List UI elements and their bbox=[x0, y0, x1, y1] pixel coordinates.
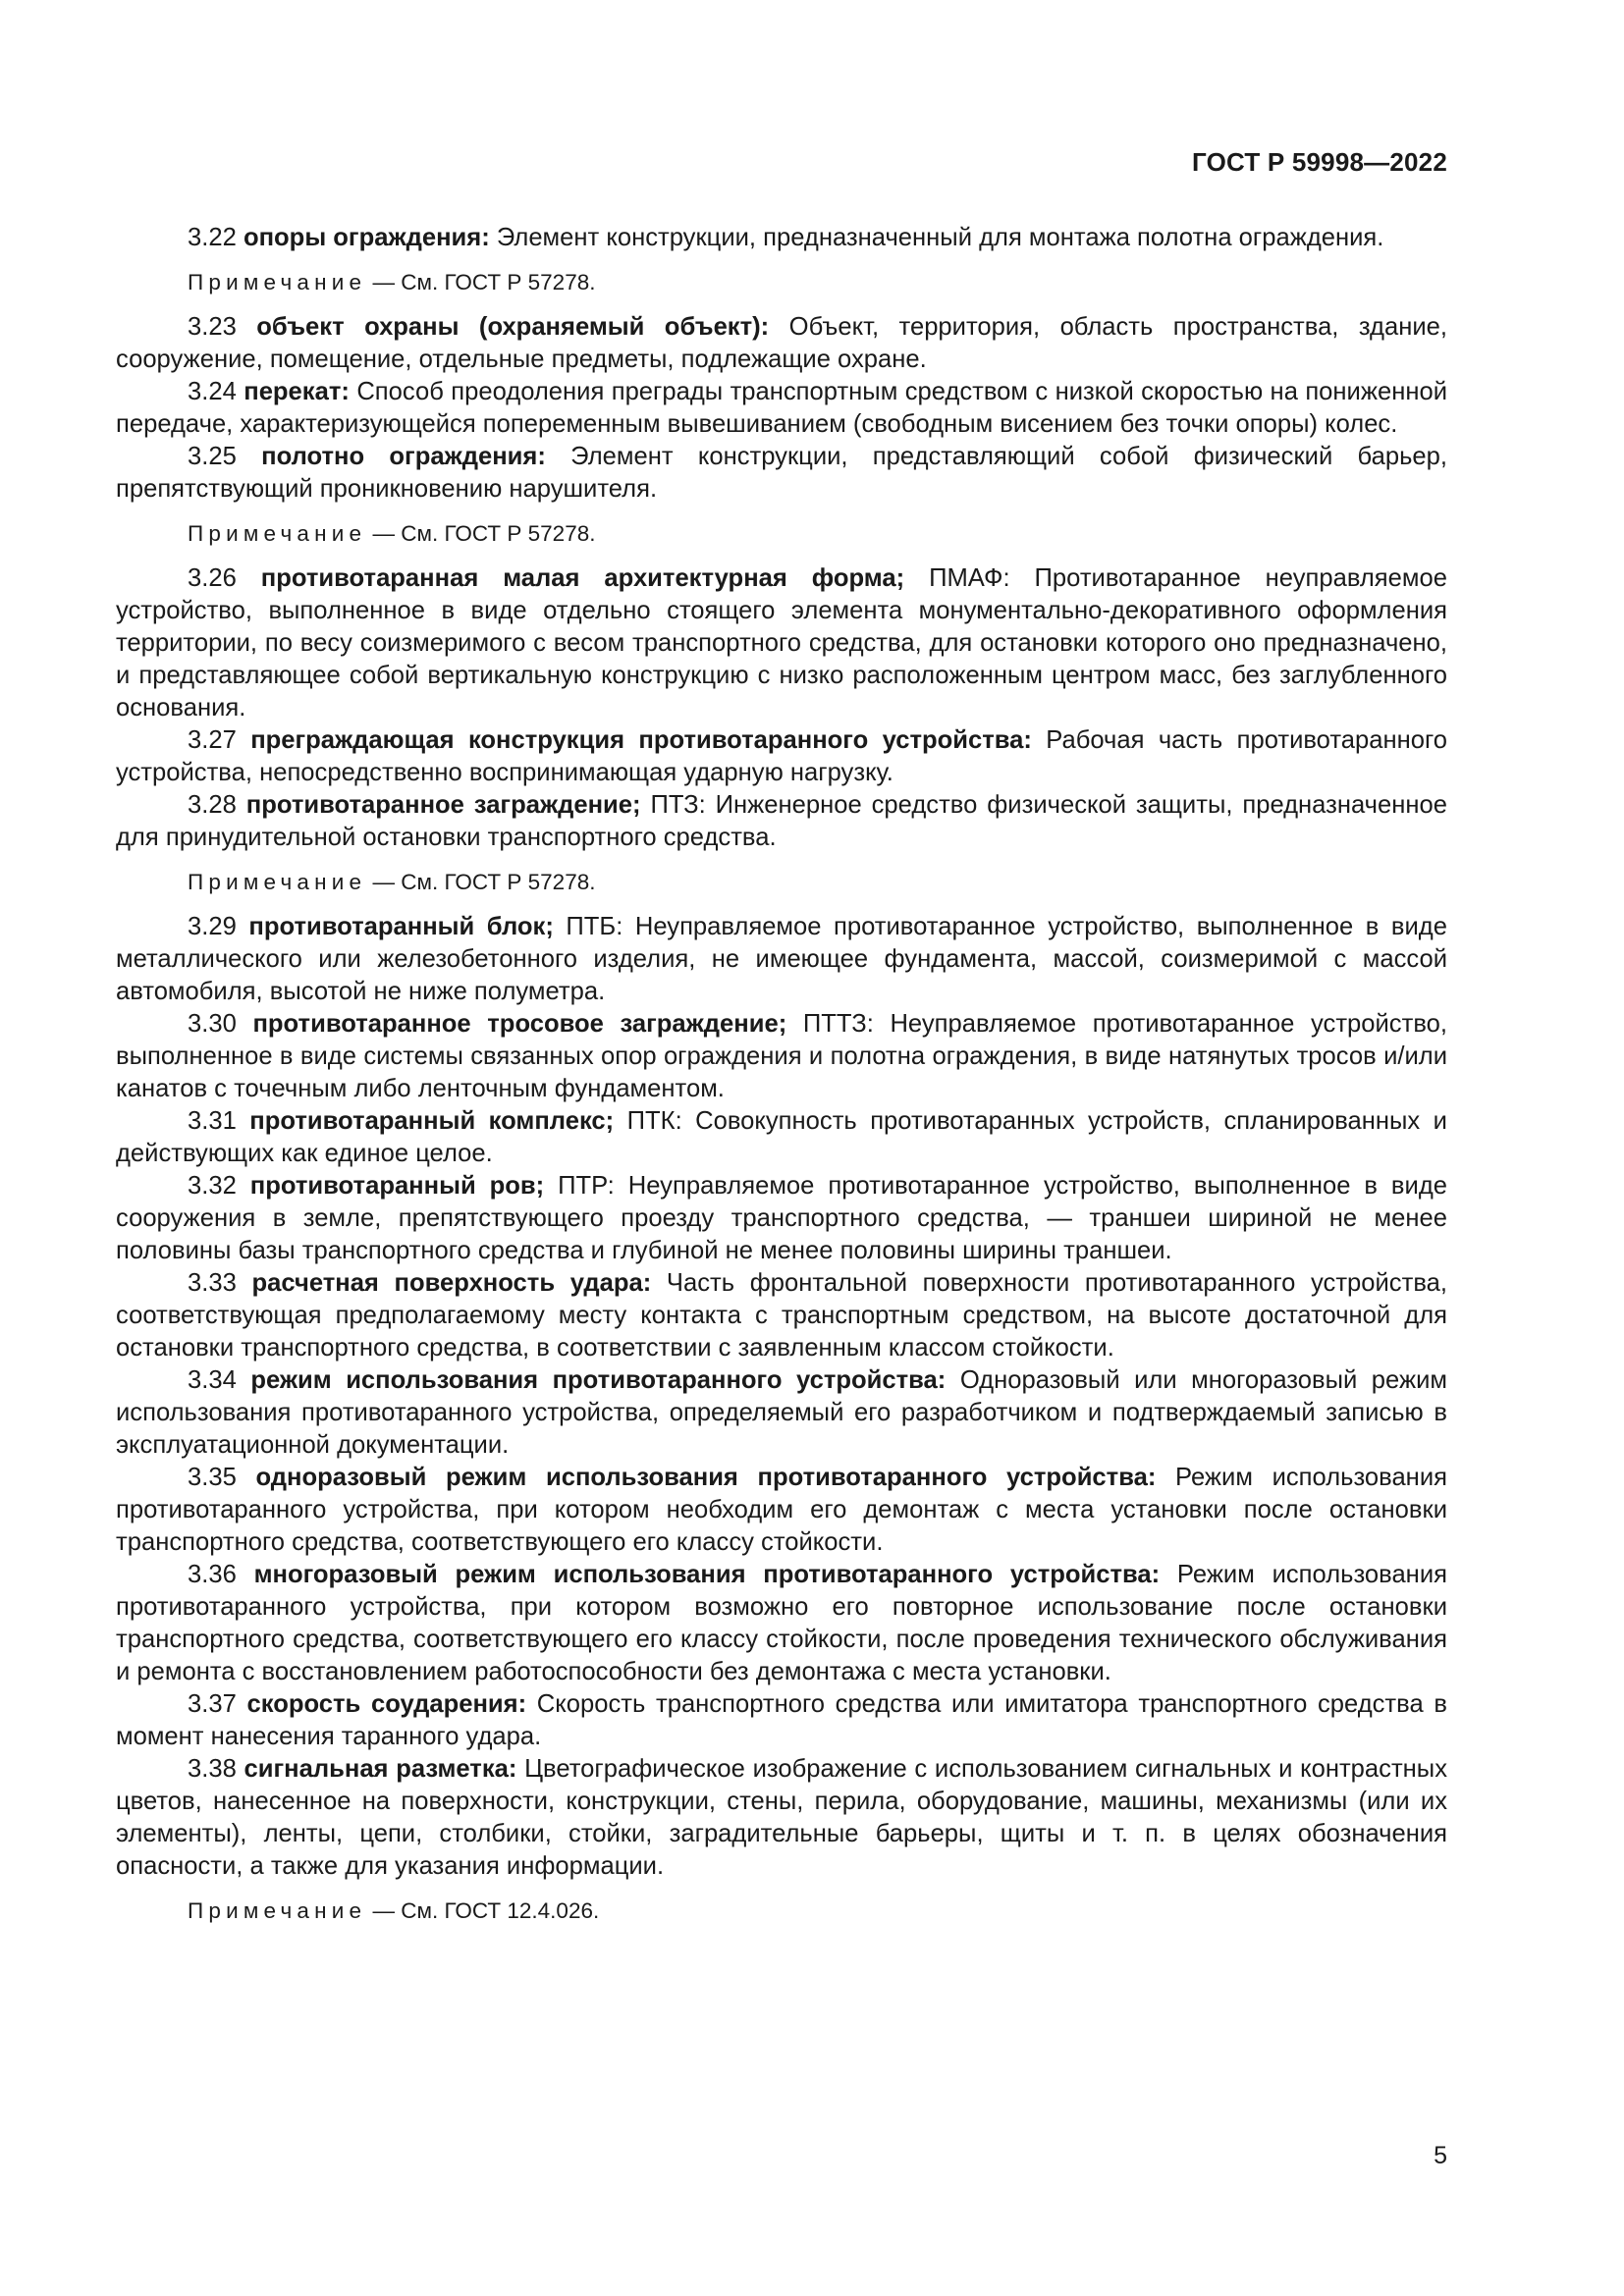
definition-entry bbox=[116, 1267, 1447, 1364]
entry-number: 3.27 bbox=[188, 726, 237, 754]
entry-term: перекат: bbox=[244, 378, 350, 405]
definitions-list bbox=[116, 222, 1447, 1940]
entry-definition: Цветографическое изображение с использованием сигнальных и контрастных цветов, нанесенное на поверхности, конструкции, стены, перила, оборудование, машины, механизмы (или их элементы), ленты, цепи, столбики, стойки, заградительные барьеры, щиты и т. п. в целях обозначения опасности, а также для указания информации. bbox=[116, 1755, 1447, 1880]
note bbox=[116, 1896, 1447, 1926]
entry-number: 3.32 bbox=[188, 1172, 237, 1200]
entry-number: 3.35 bbox=[188, 1464, 237, 1491]
definition-entry bbox=[116, 1688, 1447, 1753]
entry-number: 3.37 bbox=[188, 1690, 237, 1718]
note bbox=[116, 268, 1447, 297]
entry-number: 3.34 bbox=[188, 1366, 237, 1394]
definition-entry bbox=[116, 311, 1447, 376]
definition-entry bbox=[116, 1559, 1447, 1688]
entry-term: многоразовый режим использования противотаранного устройства: bbox=[253, 1561, 1161, 1588]
definition-entry bbox=[116, 376, 1447, 441]
definition-entry bbox=[116, 911, 1447, 1008]
entry-definition: Скорость транспортного средства или имитатора транспортного средства в момент нанесения таранного удара. bbox=[116, 1690, 1447, 1750]
entry-number: 3.38 bbox=[188, 1755, 237, 1783]
definition-entry bbox=[116, 1753, 1447, 1883]
note bbox=[116, 868, 1447, 897]
definition-entry bbox=[116, 789, 1447, 854]
note bbox=[116, 519, 1447, 549]
entry-term: противотаранный ров; bbox=[249, 1172, 545, 1200]
definition-entry bbox=[116, 1008, 1447, 1105]
entry-term: преграждающая конструкция противотаранного устройства: bbox=[250, 726, 1032, 754]
entry-definition: Режим использования противотаранного устройства, при котором необходим его демонтаж с места установки после остановки транспортного средства, соответствующего его классу стойкости. bbox=[116, 1464, 1447, 1556]
entry-term: режим использования противотаранного устройства: bbox=[250, 1366, 947, 1394]
entry-number: 3.30 bbox=[188, 1010, 237, 1038]
entry-number: 3.33 bbox=[188, 1269, 237, 1297]
entry-term: противотаранная малая архитектурная форма; bbox=[260, 564, 905, 592]
definition-entry bbox=[116, 724, 1447, 789]
note-text: — См. ГОСТ Р 57278. bbox=[372, 270, 596, 294]
entry-number: 3.31 bbox=[188, 1107, 237, 1135]
entry-number: 3.29 bbox=[188, 913, 237, 940]
definition-entry bbox=[116, 1170, 1447, 1267]
entry-definition: Элемент конструкции, предназначенный для монтажа полотна ограждения. bbox=[496, 224, 1384, 251]
entry-definition: Объект, территория, область пространства, здание, сооружение, помещение, отдельные предметы, подлежащие охране. bbox=[116, 313, 1447, 373]
entry-term: объект охраны (охраняемый объект): bbox=[256, 313, 770, 341]
definition-entry bbox=[116, 222, 1447, 254]
entry-number: 3.25 bbox=[188, 443, 237, 470]
entry-number: 3.36 bbox=[188, 1561, 237, 1588]
definition-entry bbox=[116, 1364, 1447, 1462]
entry-term: сигнальная разметка: bbox=[244, 1755, 517, 1783]
entry-term: противотаранный блок; bbox=[248, 913, 554, 940]
definition-entry bbox=[116, 1105, 1447, 1170]
entry-definition: ПТР: Неуправляемое противотаранное устройство, выполненное в виде сооружения в земле, препятствующего проезду транспортного средства, — траншеи шириной не менее половины базы транспортного средства и глубиной не менее половины ширины траншеи. bbox=[116, 1172, 1447, 1264]
entry-definition: Режим использования противотаранного устройства, при котором возможно его повторное использование после остановки транспортного средства, соответствующего его классу стойкости, после проведения технического обслуживания и ремонта с восстановлением работоспособности без демонтажа с места установки. bbox=[116, 1561, 1447, 1685]
entry-term: полотно ограждения: bbox=[261, 443, 546, 470]
entry-term: одноразовый режим использования противотаранного устройства: bbox=[255, 1464, 1157, 1491]
entry-term: опоры ограждения: bbox=[243, 224, 490, 251]
entry-number: 3.22 bbox=[188, 224, 237, 251]
entry-term: противотаранное заграждение; bbox=[245, 791, 641, 819]
definition-entry bbox=[116, 441, 1447, 506]
entry-definition: ПТТЗ: Неуправляемое противотаранное устройство, выполненное в виде системы связанных опор ограждения и полотна ограждения, в виде натянутых тросов и/или канатов с точечным либо ленточным фундаментом. bbox=[116, 1010, 1447, 1102]
entry-number: 3.24 bbox=[188, 378, 237, 405]
entry-definition: Способ преодоления преграды транспортным средством с низкой скоростью на пониженной передаче, характеризующейся попеременным вывешиванием (свободным висением без точки опоры) колес. bbox=[116, 378, 1447, 438]
entry-definition: Элемент конструкции, представляющий собой физический барьер, препятствующий проникновению нарушителя. bbox=[116, 443, 1447, 503]
note-text: — См. ГОСТ Р 57278. bbox=[372, 521, 596, 546]
entry-definition: ПТБ: Неуправляемое противотаранное устройство, выполненное в виде металлического или железобетонного изделия, не имеющее фундамента, массой, соизмеримой с массой автомобиля, высотой не ниже полуметра. bbox=[116, 913, 1447, 1005]
entry-definition: Одноразовый или многоразовый режим использования противотаранного устройства, определяемый его разработчиком и подтверждаемый записью в эксплуатационной документации. bbox=[116, 1366, 1447, 1459]
entry-term: расчетная поверхность удара: bbox=[251, 1269, 652, 1297]
entry-definition: Часть фронтальной поверхности противотаранного устройства, соответствующая предполагаемому месту контакта с транспортным средством, на высоте достаточной для остановки транспортного средства, в соответствии с заявленным классом стойкости. bbox=[116, 1269, 1447, 1362]
document-id: ГОСТ Р 59998—2022 bbox=[1192, 147, 1447, 177]
note-label: Примечание bbox=[188, 521, 367, 546]
note-text: — См. ГОСТ Р 57278. bbox=[372, 870, 596, 894]
entry-number: 3.28 bbox=[188, 791, 237, 819]
note-label: Примечание bbox=[188, 1898, 367, 1923]
entry-term: скорость соударения: bbox=[246, 1690, 527, 1718]
entry-definition: ПТЗ: Инженерное средство физической защиты, предназначенное для принудительной остановки транспортного средства. bbox=[116, 791, 1447, 851]
note-text: — См. ГОСТ 12.4.026. bbox=[372, 1898, 600, 1923]
note-label: Примечание bbox=[188, 270, 367, 294]
entry-definition: ПМАФ: Противотаранное неуправляемое устройство, выполненное в виде отдельно стоящего элемента монументально-декоративного оформления территории, по весу соизмеримого с весом транспортного средства, для остановки которого оно предназначено, и представляющее собой вертикальную конструкцию с низко расположенным центром масс, без заглубленного основания. bbox=[116, 564, 1447, 721]
entry-number: 3.23 bbox=[188, 313, 237, 341]
definition-entry bbox=[116, 1462, 1447, 1559]
entry-term: противотаранный комплекс; bbox=[249, 1107, 615, 1135]
page-number: 5 bbox=[1434, 2142, 1447, 2169]
entry-number: 3.26 bbox=[188, 564, 237, 592]
entry-term: противотаранное тросовое заграждение; bbox=[252, 1010, 787, 1038]
entry-definition: ПТК: Совокупность противотаранных устройств, спланированных и действующих как единое целое. bbox=[116, 1107, 1447, 1167]
note-label: Примечание bbox=[188, 870, 367, 894]
entry-definition: Рабочая часть противотаранного устройства, непосредственно воспринимающая ударную нагрузку. bbox=[116, 726, 1448, 786]
definition-entry bbox=[116, 562, 1447, 724]
